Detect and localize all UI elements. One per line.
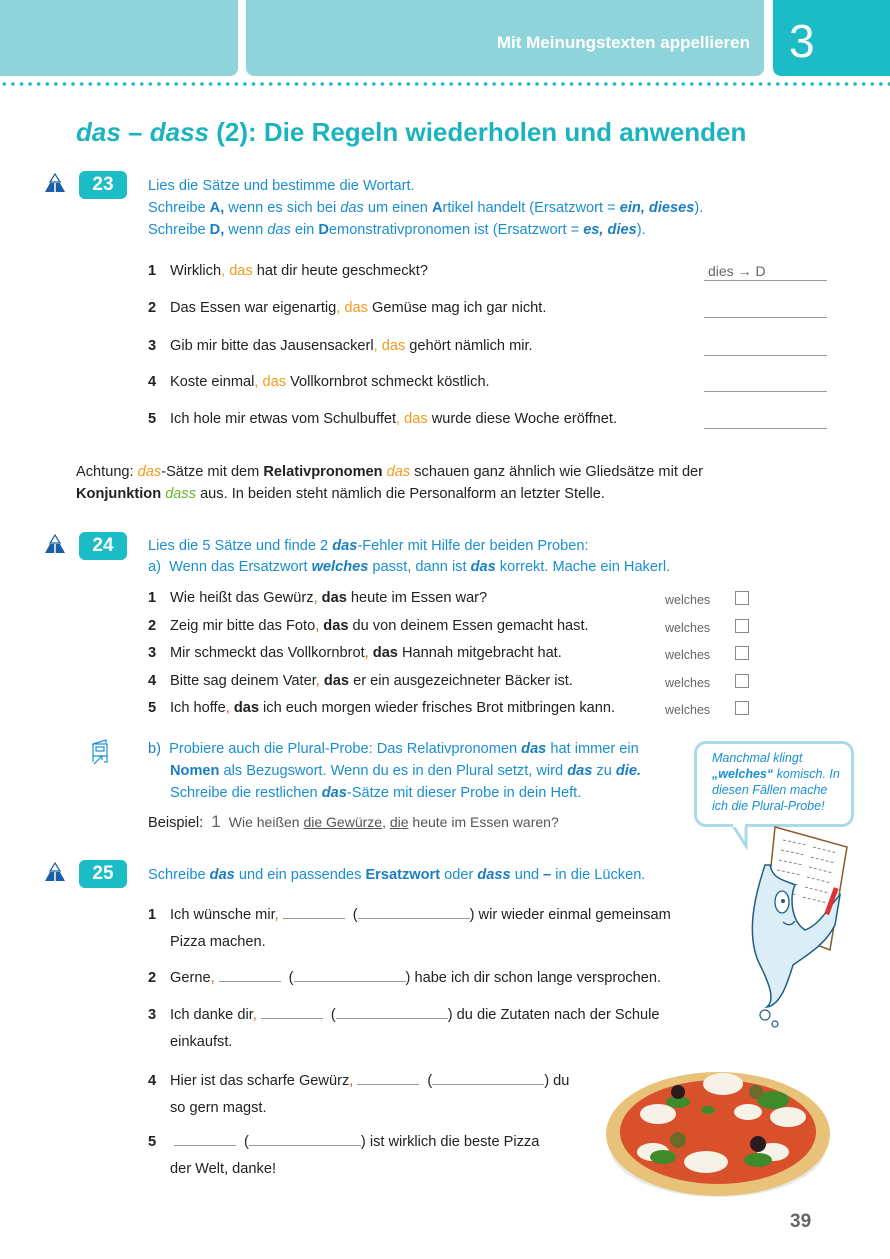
difficulty-pyramid-icon — [44, 173, 66, 193]
chapter-title: Mit Meinungstexten appellieren — [496, 33, 750, 52]
item-number: 1 — [148, 263, 157, 279]
ex25-sentence: 1 Ich wünsche mir, ( ) wir wieder einmal gemeinsam Pizza machen. — [148, 902, 671, 956]
highlighted-das: das — [229, 700, 259, 716]
checkbox[interactable] — [735, 701, 749, 715]
gap-ersatzwort[interactable] — [432, 1071, 544, 1085]
dotted-divider — [0, 81, 890, 87]
welches-label: welches — [665, 703, 711, 717]
gap-das-dass[interactable] — [219, 968, 281, 982]
highlighted-das: das — [377, 338, 406, 354]
item-number: 1 — [148, 907, 157, 923]
answer-field[interactable]: dies → D — [704, 263, 827, 281]
ex23-sentence: 1 Wirklich, das hat dir heute geschmeckt? — [148, 263, 428, 279]
ex23-sentence: 3 Gib mir bitte das Jausensackerl, das gehört nämlich mir. — [148, 338, 533, 354]
item-number: 3 — [148, 1007, 157, 1023]
exercise-number-badge: 25 — [79, 860, 127, 888]
highlighted-das: das — [319, 673, 350, 689]
answer-field[interactable] — [704, 411, 827, 429]
welches-label: welches — [665, 621, 711, 635]
highlighted-das: das — [317, 590, 347, 606]
ex25-sentence: 4 Hier ist das scharfe Gewürz, ( ) du so gern magst. — [148, 1068, 569, 1122]
item-number: 5 — [148, 1134, 157, 1150]
item-number: 2 — [148, 618, 157, 634]
checkbox[interactable] — [735, 646, 749, 660]
exercise-number-badge: 23 — [79, 171, 127, 199]
ex24-sentence: 2 Zeig mir bitte das Foto, das du von deinem Essen gemacht hast. — [148, 618, 589, 634]
ex23-sentence: 4 Koste einmal, das Vollkornbrot schmeckt köstlich. — [148, 374, 490, 390]
item-number: 3 — [148, 645, 157, 661]
ex24-sentence: 4 Bitte sag deinem Vater, das er ein ausgezeichneter Bäcker ist. — [148, 673, 573, 689]
highlighted-das: das — [319, 618, 349, 634]
highlighted-das: das — [225, 263, 253, 279]
notebook-write-icon — [90, 738, 112, 766]
item-number: 5 — [148, 411, 157, 427]
item-number: 2 — [148, 300, 157, 316]
ex23-sentence: 2 Das Essen war eigenartig, das Gemüse mag ich gar nicht. — [148, 300, 547, 316]
ex25-instruction: Schreibe das und ein passendes Ersatzwort oder dass und – in die Lücken. — [148, 867, 646, 883]
ex24-sentence: 1 Wie heißt das Gewürz, das heute im Essen war? — [148, 590, 488, 606]
ex24-instruction-a: a) Wenn das Ersatzwort welches passt, dann ist das korrekt. Mache ein Hakerl. — [148, 559, 671, 575]
page-title: das – dass (2): Die Regeln wiederholen und anwenden — [76, 117, 747, 147]
item-number: 4 — [148, 374, 157, 390]
difficulty-pyramid-icon — [44, 862, 66, 882]
item-number: 3 — [148, 338, 157, 354]
item-number: 4 — [148, 1073, 157, 1089]
welches-label: welches — [665, 676, 711, 690]
gap-ersatzwort[interactable] — [358, 905, 470, 919]
speech-bubble-text: Manchmal klingt „welches“ komisch. In diesen Fällen mache ich die Plural-Probe! — [712, 751, 840, 813]
gap-das-dass[interactable] — [283, 905, 345, 919]
welches-label: welches — [665, 593, 711, 607]
difficulty-pyramid-icon — [44, 534, 66, 554]
answer-field[interactable] — [704, 338, 827, 356]
checkbox[interactable] — [735, 619, 749, 633]
gap-ersatzwort[interactable] — [336, 1005, 448, 1019]
item-number: 1 — [148, 590, 157, 606]
gap-das-dass[interactable] — [261, 1005, 323, 1019]
gap-das-dass[interactable] — [357, 1071, 419, 1085]
ghost-character-illustration — [735, 825, 855, 1030]
ex25-sentence: 5 ( ) ist wirklich die beste Pizza der Welt, danke! — [148, 1129, 539, 1183]
item-number: 5 — [148, 700, 157, 716]
welches-label: welches — [665, 648, 711, 662]
note-achtung: Achtung: das-Sätze mit dem Relativpronomen das schauen ganz ähnlich wie Gliedsätze mit der Konjunktion dass aus. In beiden steht nämlich die Personalform an letzter Stelle. — [76, 464, 704, 502]
item-number: 4 — [148, 673, 157, 689]
ex25-sentence: 2 Gerne, ( ) habe ich dir schon lange versprochen. — [148, 965, 661, 992]
ex24-sentence: 3 Mir schmeckt das Vollkornbrot, das Hannah mitgebracht hat. — [148, 645, 562, 661]
answer-field[interactable] — [704, 300, 827, 318]
header-tab-left — [0, 0, 238, 76]
ex23-instruction-2: Schreibe A, wenn es sich bei das um einen Artikel handelt (Ersatzwort = ein, dieses). — [148, 200, 704, 216]
pizza-image — [598, 1052, 838, 1202]
example-line: Beispiel: 1 Wie heißen die Gewürze, die heute im Essen waren? — [148, 812, 559, 831]
item-number: 2 — [148, 970, 157, 986]
exercise-number-badge: 24 — [79, 532, 127, 560]
ex24-sentence: 5 Ich hoffe, das ich euch morgen wieder frisches Brot mitbringen kann. — [148, 700, 616, 716]
ex23-instruction-3: Schreibe D, wenn das ein Demonstrativpronomen ist (Ersatzwort = es, dies). — [148, 222, 646, 238]
ex25-sentence: 3 Ich danke dir, ( ) du die Zutaten nach der Schule einkaufst. — [148, 1002, 660, 1056]
highlighted-das: das — [400, 411, 428, 427]
answer-field[interactable] — [704, 374, 827, 392]
chapter-number: 3 — [789, 15, 815, 67]
highlighted-das: das — [258, 374, 287, 390]
highlighted-das: das — [368, 645, 398, 661]
gap-ersatzwort[interactable] — [294, 968, 406, 982]
gap-das-dass[interactable] — [174, 1132, 236, 1146]
highlighted-das: das — [340, 300, 368, 316]
ex23-sentence: 5 Ich hole mir etwas vom Schulbuffet, das wurde diese Woche eröffnet. — [148, 411, 617, 427]
ex23-instruction-1: Lies die Sätze und bestimme die Wortart. — [148, 178, 415, 194]
ex24-instruction-b: b) Probiere auch die Plural-Probe: Das Relativpronomen das hat immer ein Nomen als Bezugswort. Wenn du es in den Plural setzt, wird das zu die. Schreibe die restlichen das-Sätze mit dieser Probe in dein Heft. — [148, 741, 642, 801]
checkbox[interactable] — [735, 591, 749, 605]
gap-ersatzwort[interactable] — [249, 1132, 361, 1146]
ex24-instruction-1: Lies die 5 Sätze und finde 2 das-Fehler mit Hilfe der beiden Proben: — [148, 538, 589, 554]
page-number: 39 — [790, 1211, 812, 1232]
checkbox[interactable] — [735, 674, 749, 688]
